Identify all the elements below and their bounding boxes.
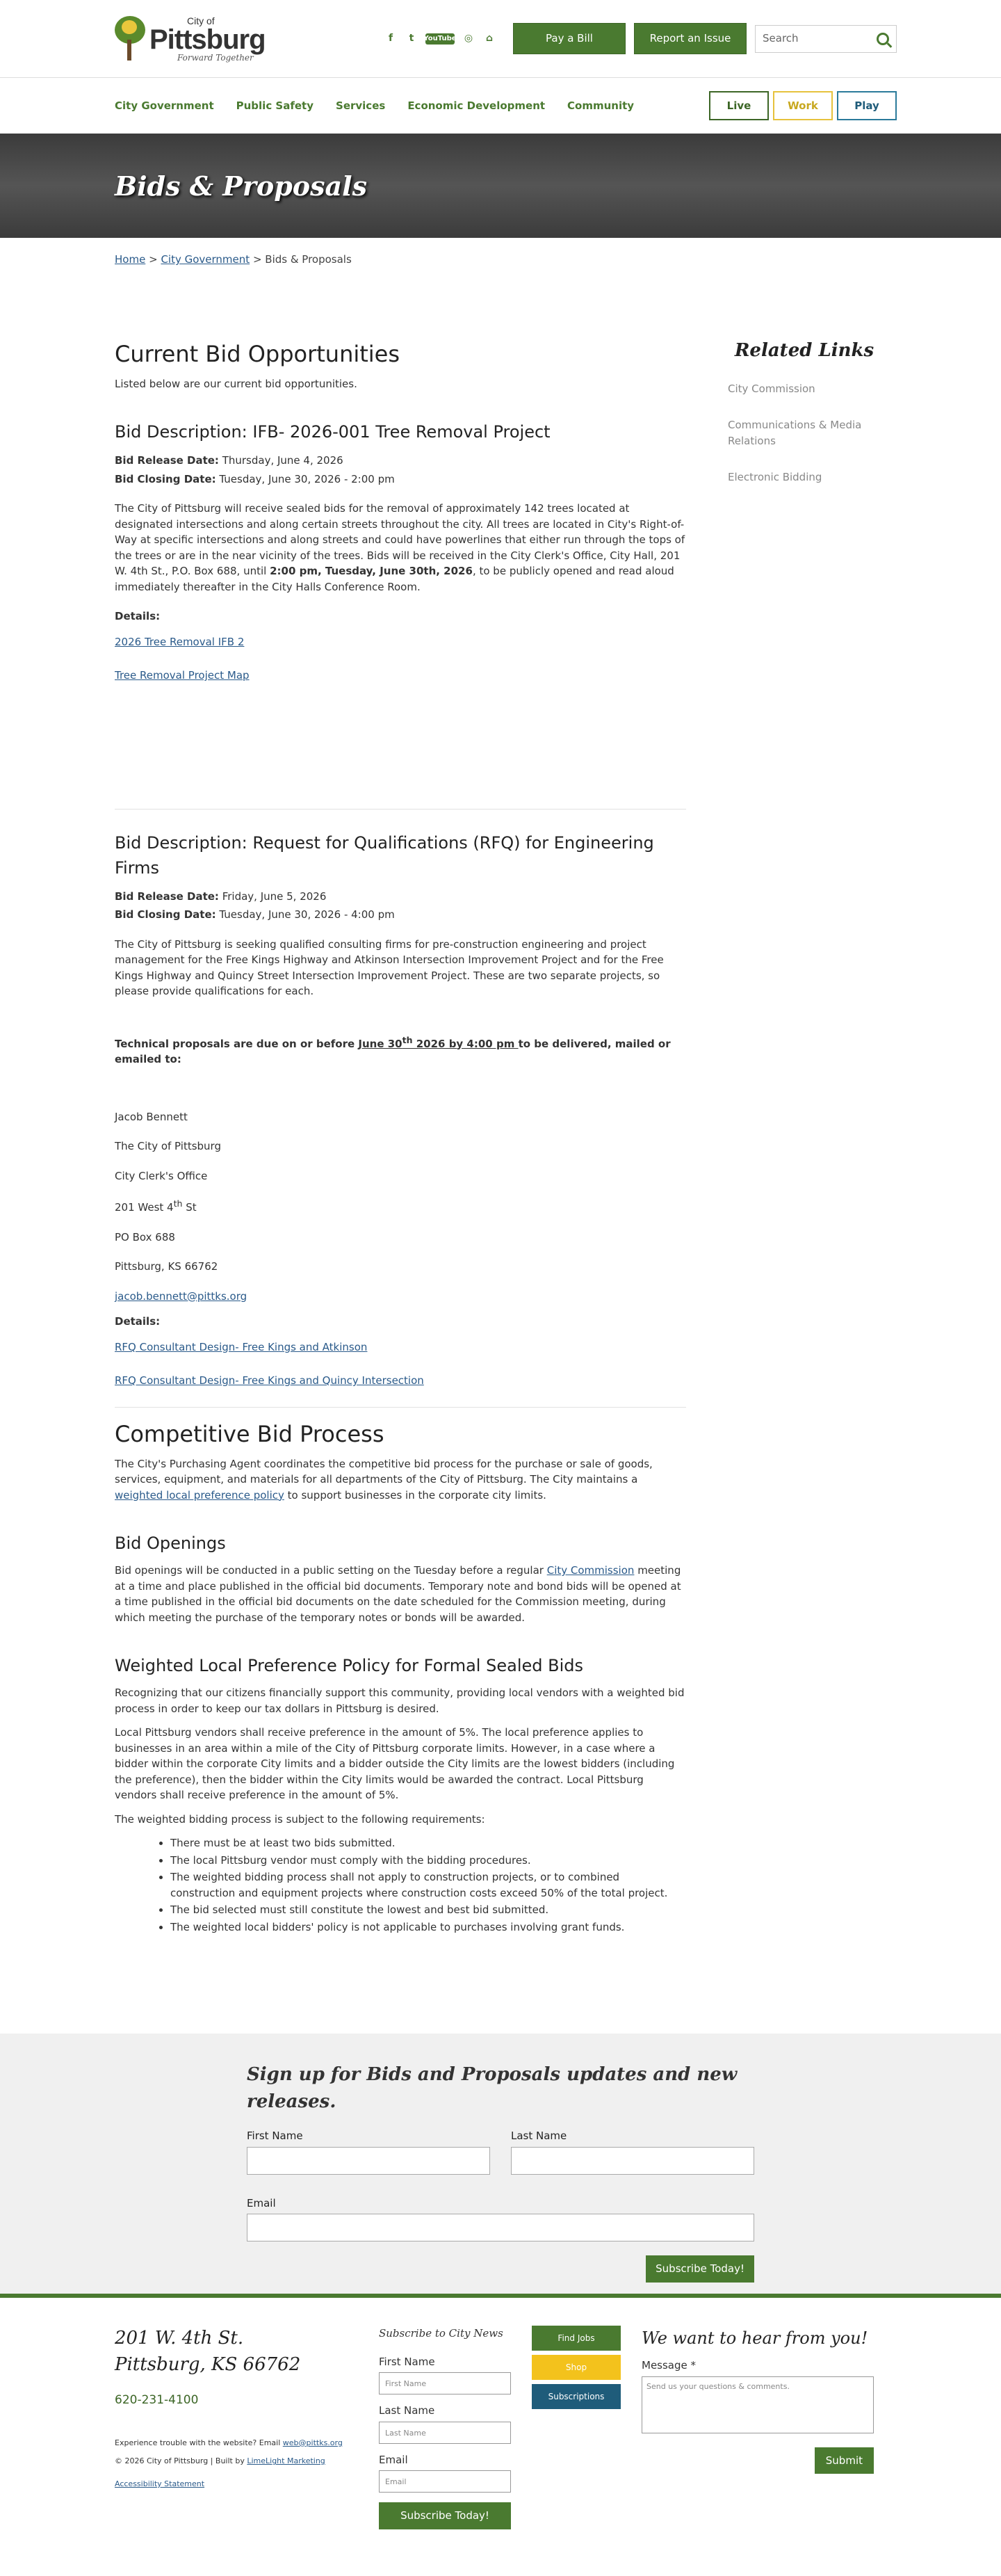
- message-label: Message *: [642, 2359, 697, 2372]
- last-name-label: Last Name: [511, 2130, 567, 2142]
- twitter-icon[interactable]: t: [409, 33, 414, 44]
- footer-first-label: First Name: [379, 2355, 435, 2368]
- breadcrumb-current: > Bids & Proposals: [252, 253, 352, 266]
- submit-button[interactable]: Submit: [815, 2447, 874, 2474]
- footer-trouble: Experience trouble with the website? Email web@pittks.org: [115, 2438, 343, 2447]
- list-item: • The weighted local bidders' policy is not applicable to purchases involving grant funds.: [170, 1919, 686, 1935]
- last-name-input[interactable]: [511, 2147, 754, 2175]
- list-item: • The local Pittsburg vendor must comply with the bidding procedures.: [170, 1853, 686, 1869]
- accessibility-statement-wrap: [115, 2479, 358, 2490]
- header: [0, 0, 1001, 78]
- footer-address: 201 W. 4th St. Pittsburg, KS 66762: [115, 2328, 301, 2375]
- breadcrumb: [0, 238, 1001, 282]
- divider: [115, 809, 686, 810]
- address-name: Jacob Bennett: [115, 1110, 188, 1123]
- search-input[interactable]: [755, 25, 897, 53]
- breadcrumb-separator: >: [149, 253, 158, 266]
- footer-subscribe-title: Subscribe to City News: [379, 2327, 503, 2340]
- bid1-release-date: Bid Release Date: Thursday, June 4, 2026: [115, 454, 343, 467]
- bid2-doc-link-atkinson[interactable]: RFQ Consultant Design- Free Kings and Atkinson: [115, 1340, 368, 1353]
- bid2-closing-date: Bid Closing Date: Tuesday, June 30, 2026 - 4:00 pm: [115, 908, 395, 921]
- email-input[interactable]: [247, 2214, 754, 2241]
- footer-email-label: Email: [379, 2453, 408, 2466]
- accessibility-statement-link[interactable]: Accessibility Statement: [115, 2479, 205, 2488]
- bid2-technical-proposals: Technical proposals are due on or before June 30th 2026 by 4:00 pm to be delivered, mailed or emailed to:: [115, 1034, 671, 1065]
- related-links-title: Related Links: [734, 339, 874, 361]
- weighted-policy-p2: Local Pittsburg vendors shall receive preference in the amount of 5%. The local preference applies to businesses in an area within a mile of the City of Pittsburg corporate limits. However, in a case where a bidder within the corporate City limits and a bidder outside the City limits are the lowest bidders (including the preference), then the bidder within the City limits would be awarded the contract. Local Pittsburg vendors shall receive preference in the amount of 5%.: [115, 1726, 675, 1801]
- breadcrumb-home[interactable]: Home: [115, 253, 146, 266]
- email-label: Email: [247, 2196, 276, 2209]
- related-link-electronic-bidding[interactable]: Electronic Bidding: [728, 471, 822, 483]
- bid2-release-date: Bid Release Date: Friday, June 5, 2026: [115, 889, 327, 903]
- find-jobs-button[interactable]: Find Jobs: [532, 2326, 621, 2351]
- footer: [0, 2298, 1001, 2576]
- nav-economic-development[interactable]: Economic Development: [407, 99, 546, 112]
- address-city: The City of Pittsburg: [115, 1140, 221, 1152]
- tree-logo-icon: [115, 15, 145, 63]
- footer-copyright: © 2026 City of Pittsburg | Built by LimeLight Marketing: [115, 2456, 325, 2466]
- nav-services[interactable]: Services: [336, 99, 386, 112]
- logo-big-text: Pittsburg: [149, 24, 266, 55]
- first-name-label: First Name: [247, 2130, 303, 2142]
- contact-email-link[interactable]: jacob.bennett@pittks.org: [115, 1289, 247, 1303]
- competitive-bid-text: The City's Purchasing Agent coordinates the competitive bid process for the purchase or sale of goods, services, equipment, and materials for all departments of the City of Pittsburg. The City maintains a weighted local preference policy to support businesses in the corporate city limits.: [115, 1457, 653, 1502]
- bid2-details-label: Details:: [115, 1315, 161, 1328]
- youtube-icon[interactable]: YouTube: [425, 33, 455, 45]
- nextdoor-icon[interactable]: ⌂: [485, 33, 494, 44]
- nav-city-government[interactable]: City Government: [115, 99, 214, 112]
- bid1-doc-link-map[interactable]: Tree Removal Project Map: [115, 669, 250, 682]
- logo-tagline: Forward Together: [177, 52, 254, 63]
- footer-phone[interactable]: 620-231-4100: [115, 2393, 199, 2408]
- address-office: City Clerk's Office: [115, 1169, 208, 1182]
- social-links: [384, 32, 496, 46]
- limelight-link[interactable]: LimeLight Marketing: [247, 2456, 325, 2466]
- list-item: • The bid selected must still constitute the lowest and best bid submitted.: [170, 1902, 686, 1918]
- pay-bill-button[interactable]: Pay a Bill: [513, 23, 626, 54]
- bid1-doc-link-ifb[interactable]: 2026 Tree Removal IFB 2: [115, 635, 245, 648]
- page-title: Current Bid Opportunities: [115, 340, 400, 367]
- weighted-policy-link[interactable]: weighted local preference policy: [115, 1488, 284, 1502]
- divider: [115, 1407, 686, 1408]
- bid2-doc-link-quincy[interactable]: RFQ Consultant Design- Free Kings and Quincy Intersection: [115, 1374, 424, 1387]
- breadcrumb-city-government[interactable]: City Government: [161, 253, 250, 266]
- webmaster-email-link[interactable]: web@pittks.org: [282, 2438, 343, 2447]
- address-po-box: PO Box 688: [115, 1230, 175, 1243]
- main-content: [115, 337, 686, 1937]
- city-commission-link[interactable]: City Commission: [546, 1564, 635, 1577]
- signup-title: Sign up for Bids and Proposals updates and new releases.: [247, 2064, 738, 2112]
- address-street: 201 West 4th St: [115, 1198, 197, 1214]
- related-links-sidebar: [728, 337, 881, 1937]
- play-button[interactable]: Play: [837, 91, 897, 120]
- bid-openings-text: Bid openings will be conducted in a public setting on the Tuesday before a regular City Commission meeting at a time and place published in the official bid documents. Temporary note and bond bids will be opened at a time published in the official bid documents on the date scheduled for the Commission meeting, during which meeting the purchase of the temporary notes or bonds will be awarded.: [115, 1564, 681, 1624]
- bid1-title: Bid Description: IFB- 2026-001 Tree Removal Project: [115, 422, 551, 442]
- competitive-bid-title: Competitive Bid Process: [115, 1420, 384, 1447]
- footer-subscribe-button[interactable]: Subscribe Today!: [379, 2502, 511, 2529]
- bid1-description: The City of Pittsburg will receive sealed bids for the removal of approximately 142 trees located at designated intersections and along certain streets throughout the city. All trees are located in City's Right-of-Way at specific intersections and along streets and could have powerlines that either run through the tops of the trees or are in the near vicinity of the trees. Bids will be received in the City Clerk's Office, City Hall, 201 W. 4th St., P.O. Box 688, until 2:00 pm, Tuesday, June 30th, 2026, to be publicly opened and read aloud immediately thereafter in the City Halls Conference Room.: [115, 502, 685, 593]
- bid-openings-title: Bid Openings: [115, 1533, 226, 1553]
- subscribe-button[interactable]: Subscribe Today!: [646, 2255, 754, 2283]
- related-link-communications[interactable]: Communications & Media Relations: [728, 419, 862, 447]
- footer-last-label: Last Name: [379, 2404, 435, 2417]
- nav-community[interactable]: Community: [567, 99, 635, 112]
- main-nav: [0, 78, 1001, 134]
- contact-title: We want to hear from you!: [642, 2328, 868, 2348]
- bid1-details-label: Details:: [115, 610, 161, 622]
- weighted-policy-title: Weighted Local Preference Policy for Formal Sealed Bids: [115, 1656, 583, 1675]
- footer-email-input[interactable]: Email: [379, 2470, 511, 2493]
- live-button[interactable]: Live: [709, 91, 769, 120]
- weighted-policy-p3: The weighted bidding process is subject to the following requirements:: [115, 1812, 485, 1826]
- related-link-city-commission[interactable]: City Commission: [728, 382, 815, 395]
- work-button[interactable]: Work: [773, 91, 833, 120]
- list-item: • There must be at least two bids submitted.: [170, 1835, 686, 1851]
- bid1-closing-date: Bid Closing Date: Tuesday, June 30, 2026 - 2:00 pm: [115, 472, 395, 485]
- page-banner: [0, 134, 1001, 238]
- report-issue-button[interactable]: Report an Issue: [634, 23, 747, 54]
- message-textarea[interactable]: Send us your questions & comments.: [642, 2376, 874, 2433]
- weighted-policy-p1: Recognizing that our citizens financially support this community, providing local vendors with a weighted bid process in order to keep our tax dollars in Pittsburg is desired.: [115, 1687, 685, 1715]
- intro-text: Listed below are our current bid opportunities.: [115, 377, 357, 390]
- search-placeholder: Search: [763, 32, 799, 45]
- nav-public-safety[interactable]: Public Safety: [236, 99, 314, 112]
- subscriptions-button[interactable]: Subscriptions: [532, 2384, 621, 2409]
- signup-section: [0, 2034, 1001, 2298]
- footer-first-input[interactable]: First Name: [379, 2372, 511, 2394]
- instagram-icon[interactable]: ◎: [464, 33, 473, 44]
- banner-title: Bids & Proposals: [115, 170, 367, 202]
- bid2-title: Bid Description: Request for Qualifications (RFQ) for Engineering Firms: [115, 832, 654, 878]
- site-logo[interactable]: [115, 15, 266, 63]
- first-name-input[interactable]: [247, 2147, 490, 2175]
- requirements-list: [170, 1835, 686, 1935]
- search-icon[interactable]: [877, 33, 889, 45]
- logo-small-text: City of: [187, 15, 215, 26]
- footer-last-input[interactable]: Last Name: [379, 2422, 511, 2444]
- list-item: • The weighted bidding process shall not apply to construction projects, or to combined construction and equipment projects where construction costs exceed 50% of the total project.: [170, 1869, 686, 1901]
- bid2-description: The City of Pittsburg is seeking qualified consulting firms for pre-construction engineering and project management for the Free Kings Highway and Atkinson Intersection Improvement Project and for the Free Kings Highway and Quincy Street Intersection Improvement Project. These are two separate projects, so please provide qualifications for each.: [115, 937, 664, 997]
- facebook-icon[interactable]: f: [388, 33, 393, 44]
- shop-button[interactable]: Shop: [532, 2355, 621, 2380]
- address-zip: Pittsburg, KS 66762: [115, 1260, 218, 1273]
